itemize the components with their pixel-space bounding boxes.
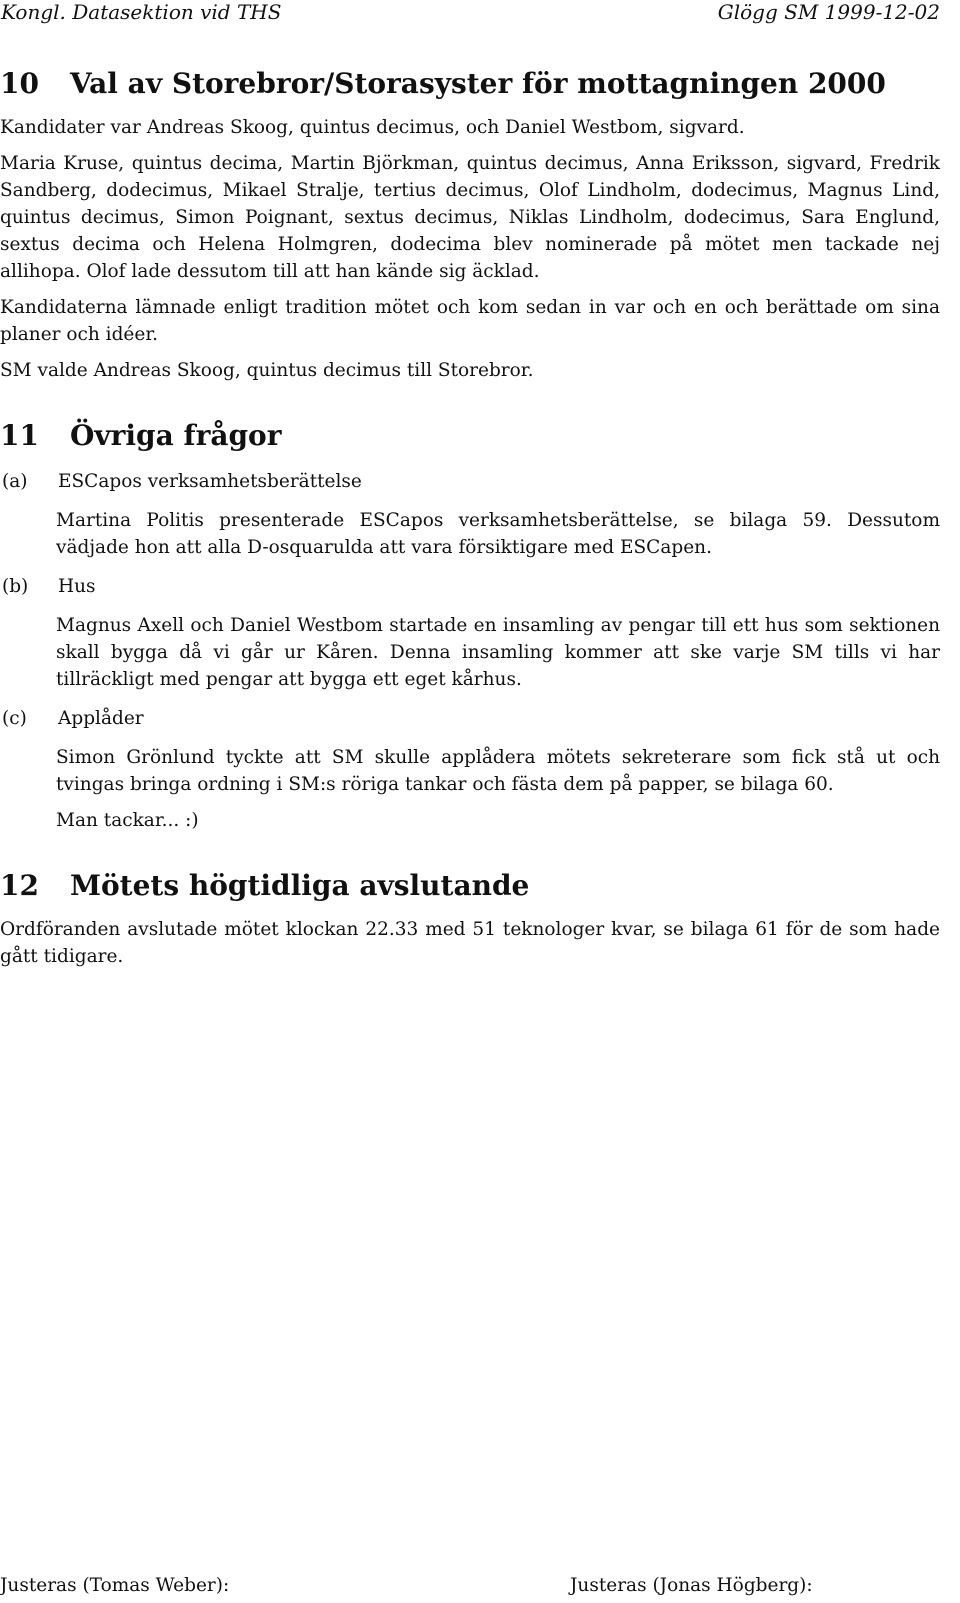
paragraph: Kandidater var Andreas Skoog, quintus decimus, och Daniel Westbom, sigvard. [0,117,745,138]
item-title: ESCapos verksamhetsberättelse [58,471,362,492]
section-heading [0,418,940,454]
document-body [0,66,940,970]
paragraph: Magnus Axell och Daniel Westbom startade en insamling av pengar till ett hus som sektionen skall bygga då vi går ur Kåren. Denna insamling kommer att ske varje SM tills vi har tillräckligt med pengar att bygga ett eget kårhus. [56,615,940,690]
section-10 [0,66,940,384]
section-number: 10 [0,67,39,100]
paragraph: SM valde Andreas Skoog, quintus decimus till Storebror. [0,360,534,381]
section-11 [0,418,940,834]
list-item [0,705,940,834]
item-label: (a) [2,471,28,492]
footer-signature-right: Justeras (Jonas Högberg): [570,1575,813,1596]
paragraph: Kandidaterna lämnade enligt tradition mötet och kom sedan in var och en och berättade om sina planer och idéer. [0,297,940,345]
section-heading [0,868,940,904]
section-12 [0,868,940,970]
footer-signature-left: Justeras (Tomas Weber): [0,1575,230,1596]
section-heading [0,66,940,102]
paragraph: Man tackar... :) [56,810,199,831]
section-number: 11 [0,419,39,452]
item-title: Applåder [58,708,144,729]
paragraph: Maria Kruse, quintus decima, Martin Björkman, quintus decimus, Anna Eriksson, sigvard, Fredrik Sandberg, dodecimus, Mikael Stralje, tertius decimus, Olof Lindholm, dodecimus, Magnus Lind, quintus decimus, Simon Poignant, sextus decimus, Niklas Lindholm, dodecimus, Sara Englund, sextus decima och Helena Holmgren, dodecima blev nominerade på mötet men tackade nej allihopa. Olof lade dessutom till att han kände sig äcklad. [0,153,940,282]
paragraph: Martina Politis presenterade ESCapos verksamhetsberättelse, se bilaga 59. Dessutom vädjade hon att alla D-osquarulda att vara försiktigare med ESCapen. [56,510,940,558]
item-title: Hus [58,576,96,597]
paragraph: Simon Grönlund tyckte att SM skulle applådera mötets sekreterare som fick stå ut och tvingas bringa ordning i SM:s röriga tankar och fästa dem på papper, se bilaga 60. [56,747,940,795]
section-title: Övriga frågor [70,419,282,452]
section-title: Mötets högtidliga avslutande [70,869,530,902]
header-organization: Kongl. Datasektion vid THS [1,0,282,24]
page-header [0,0,940,30]
list-item [0,573,940,693]
item-label: (c) [2,708,27,729]
section-number: 12 [0,869,39,902]
list-item [0,468,940,561]
section-title: Val av Storebror/Storasyster för mottagningen 2000 [70,67,886,100]
paragraph: Ordföranden avslutade mötet klockan 22.33 med 51 teknologer kvar, se bilaga 61 för de som hade gått tidigare. [0,919,940,967]
header-meeting-date: Glögg SM 1999-12-02 [717,0,940,24]
item-label: (b) [2,576,29,597]
